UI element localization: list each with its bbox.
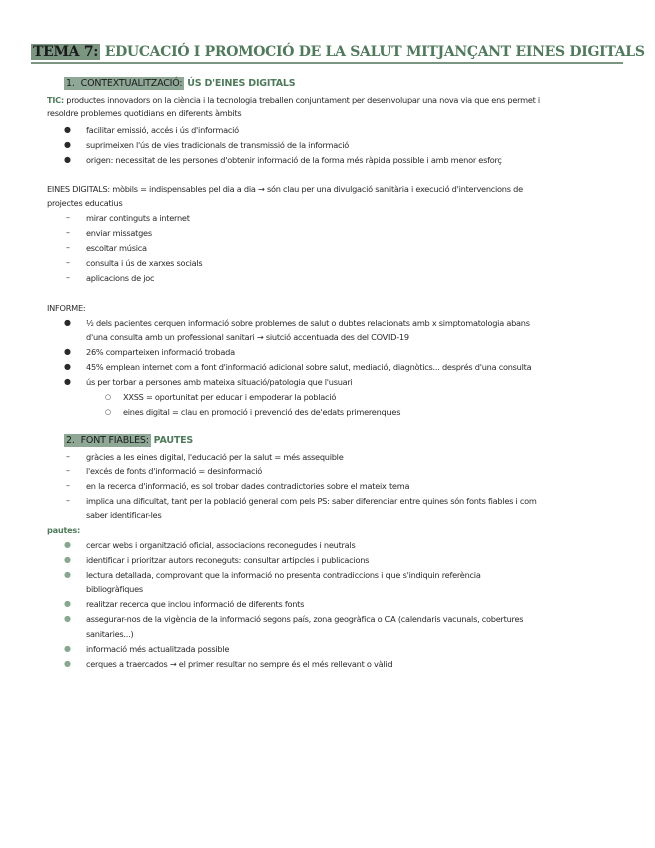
tic-paragraph — [47, 94, 627, 106]
list-item-text: ús per torbar a persones amb mateixa situació/patologia que l'usuari — [86, 377, 353, 387]
list-item — [64, 317, 626, 329]
section-1-heading — [64, 78, 295, 89]
bullet-icon: ● — [64, 155, 71, 164]
list-item — [64, 539, 626, 551]
list-item-text: ½ dels pacientes cerquen informació sobre problemes de salut o dubtes relacionats amb x simptomatologia abans — [86, 318, 530, 328]
list-item-text: mirar continguts a internet — [86, 213, 190, 223]
list-item-text: consulta i ús de xarxes socials — [86, 258, 203, 268]
informe-label: INFORME: — [47, 303, 86, 313]
page-title — [31, 44, 645, 64]
section-1-highlight-text: CONTEXTUALITZACIÓ: — [80, 78, 183, 89]
dash-icon: – — [66, 452, 70, 461]
list-item — [66, 227, 626, 239]
sub-list-item — [105, 406, 655, 418]
list-item-text: enviar missatges — [86, 228, 152, 238]
list-item-text: identificar i prioritzar autors reconeguts: consultar artipcles i publicacions — [86, 555, 370, 565]
list-item — [64, 376, 626, 388]
eines-line1: EINES DIGITALS: mòbils = indispensables pel dia a dia → són clau per una divulgació sanitària i execució d'intervencions de — [47, 184, 523, 194]
circle-bullet-icon: ○ — [105, 408, 111, 416]
section-1-highlight — [64, 77, 184, 90]
bullet-icon: ● — [64, 644, 71, 653]
list-item-text: suprimeixen l'ús de vies tradicionals de transmissió de la informació — [86, 140, 350, 150]
section-1-heading-rest: ÚS D'EINES DIGITALS — [187, 78, 296, 89]
list-item-text: facilitar emissió, accés i ús d'informació — [86, 125, 239, 135]
dash-icon: – — [66, 213, 70, 222]
list-item-text: XXSS = oportunitat per educar i empoderar la població — [123, 392, 337, 402]
list-item — [66, 451, 626, 463]
list-item-continuation: bibliogràfiques — [86, 584, 143, 594]
eines-line2: projectes educatius — [47, 198, 123, 208]
list-item-text: eines digital = clau en promoció i prevenció des de'edats primerenques — [123, 407, 401, 417]
tic-label: TIC: — [47, 95, 64, 105]
dash-icon: – — [66, 228, 70, 237]
list-item — [64, 613, 626, 625]
bullet-icon: ● — [64, 140, 71, 149]
list-item — [66, 272, 626, 284]
list-item-text: origen: necessitat de les persones d'obtenir informació de la forma més ràpida possible i amb menor esforç — [86, 155, 502, 165]
sub-list-item — [105, 391, 655, 403]
list-item-text: aplicacions de joc — [86, 273, 155, 283]
tic-text-line1: productes innovadors on la ciència i la tecnologia treballen conjuntament per desenvolupar una nova via que ens permet i — [63, 95, 540, 105]
section-2-heading-rest: PAUTES — [153, 435, 194, 446]
dash-icon: – — [66, 243, 70, 252]
bullet-icon: ● — [64, 599, 71, 608]
bullet-icon: ● — [64, 659, 71, 668]
list-item-text: implica una dificultat, tant per la població general com pels PS: saber diferenciar entre quines són fonts fiables i com — [86, 496, 537, 506]
bullet-icon: ● — [64, 362, 71, 371]
bullet-icon: ● — [64, 377, 71, 386]
list-item — [64, 569, 626, 581]
list-item-text: lectura detallada, comprovant que la informació no presenta contradiccions i que s'indiquin referència — [86, 570, 481, 580]
bullet-icon: ● — [64, 555, 71, 564]
list-item — [66, 480, 626, 492]
list-item-continuation: d'una consulta amb un professional sanitari → siutció accentuada des del COVID-19 — [86, 332, 409, 342]
section-1-number: 1. — [66, 78, 75, 89]
bullet-icon: ● — [64, 614, 71, 623]
list-item-text: cercar webs i organització oficial, associacions reconegudes i neutrals — [86, 540, 356, 550]
bullet-icon: ● — [64, 318, 71, 327]
list-item-text: escoltar música — [86, 243, 147, 253]
list-item-text: gràcies a les eines digital, l'educació per la salut = més assequible — [86, 452, 344, 462]
pautes-label — [47, 524, 627, 536]
list-item-text: 26% comparteixen informació trobada — [86, 347, 235, 357]
list-item — [64, 598, 626, 610]
dash-icon: – — [66, 481, 70, 490]
list-item — [64, 139, 626, 151]
list-item — [64, 554, 626, 566]
bullet-icon: ● — [64, 540, 71, 549]
list-item — [66, 257, 626, 269]
pautes-label-text: pautes: — [47, 525, 81, 535]
list-item-text: 45% emplean internet com a font d'informació adicional sobre salut, mediació, diagnòtics... després d'una consulta — [86, 362, 532, 372]
list-item-text: cerques a traercados → el primer resultar no sempre és el més rellevant o vàlid — [86, 659, 393, 669]
bullet-icon: ● — [64, 570, 71, 579]
list-item — [64, 658, 626, 670]
list-item — [64, 346, 626, 358]
bullet-icon: ● — [64, 125, 71, 134]
list-item-text: en la recerca d'informació, es sol trobar dades contradictories sobre el mateix tema — [86, 481, 410, 491]
dash-icon: – — [66, 273, 70, 282]
list-item — [64, 643, 626, 655]
list-item — [64, 154, 626, 166]
dash-icon: – — [66, 496, 70, 505]
list-item-text: assegurar-nos de la vigència de la informació segons país, zona geogràfica o CA (calendaris vacunals, cobertures — [86, 614, 524, 624]
list-item — [66, 465, 626, 477]
list-item — [66, 495, 626, 507]
section-2-highlight-text: FONT FIABLES: — [80, 435, 149, 446]
title-text: EDUCACIÓ I PROMOCIÓ DE LA SALUT MITJANÇANT EINES DIGITALS — [104, 44, 645, 60]
circle-bullet-icon: ○ — [105, 393, 111, 401]
section-2-number: 2. — [66, 435, 75, 446]
tic-text-line2: resoldre problemes quotidians en diferents àmbits — [47, 108, 242, 118]
list-item — [64, 361, 626, 373]
section-2-heading — [64, 435, 193, 446]
title-label: TEMA 7: — [33, 44, 99, 60]
bullet-icon: ● — [64, 347, 71, 356]
list-item — [66, 212, 626, 224]
section-2-highlight — [64, 434, 151, 447]
list-item-continuation: saber identificar-les — [86, 510, 162, 520]
list-item-text: realitzar recerca que inclou informació de diferents fonts — [86, 599, 305, 609]
list-item-text: l'excés de fonts d'informació = desinformació — [86, 466, 262, 476]
list-item — [64, 124, 626, 136]
dash-icon: – — [66, 466, 70, 475]
dash-icon: – — [66, 258, 70, 267]
list-item-text: informació més actualitzada possible — [86, 644, 230, 654]
list-item-continuation: sanitaries...) — [86, 629, 134, 639]
list-item — [66, 242, 626, 254]
